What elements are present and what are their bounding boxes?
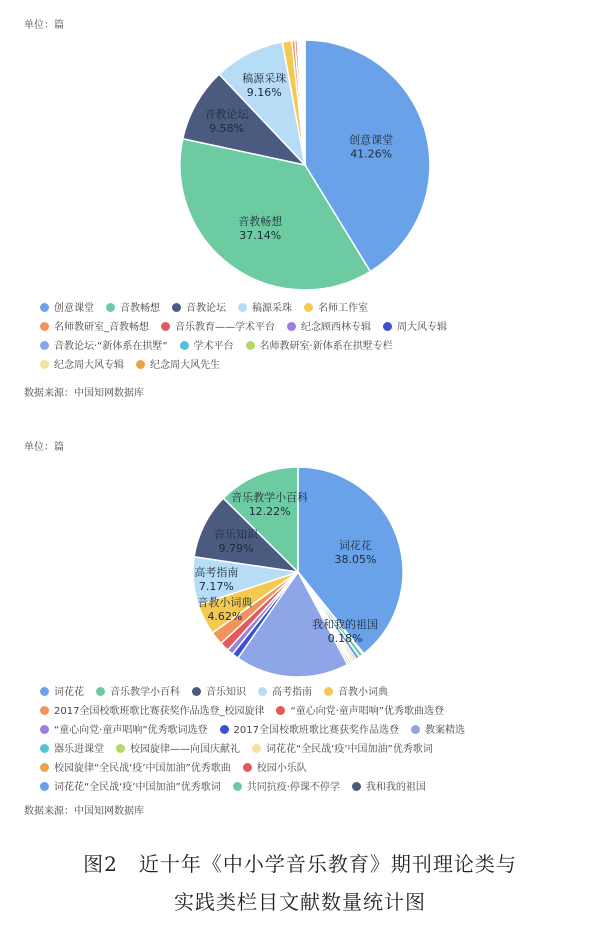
legend-2 (40, 684, 585, 798)
legend-label: 名师工作室 (318, 303, 368, 314)
legend-swatch (40, 725, 49, 734)
unit-label: 单位：篇 (24, 20, 64, 31)
legend-swatch (40, 360, 49, 369)
chart-2 (0, 430, 600, 817)
slice-name-label: 音乐教学小百科 (231, 491, 309, 505)
legend-label: 音乐知识 (206, 687, 246, 698)
legend-item (243, 760, 307, 778)
legend-swatch (116, 744, 125, 753)
legend-item (233, 779, 340, 797)
legend-label: 周大风专辑 (397, 322, 447, 333)
legend-label: 创意课堂 (54, 303, 94, 314)
legend-label: 音乐教学小百科 (110, 687, 180, 698)
legend-label: 器乐进课堂 (54, 744, 104, 755)
legend-item (40, 741, 104, 759)
legend-item (40, 760, 231, 778)
slice-percent-label: 9.58% (209, 121, 245, 135)
legend-swatch (276, 706, 285, 715)
legend-item (324, 684, 388, 702)
legend-label: 2017全国校歌班歌比赛获奖作品选登_校园旋律 (54, 706, 265, 717)
slice-name-label: 我和我的祖国 (312, 618, 379, 632)
legend-label: 校园旋律——向国庆献礼 (130, 744, 240, 755)
slice-name-label: 音教小词典 (197, 595, 253, 609)
legend-item (383, 319, 447, 337)
legend-item (161, 319, 275, 337)
legend-row (40, 722, 585, 741)
legend-swatch (258, 687, 267, 696)
legend-swatch (220, 725, 229, 734)
chart-1 (0, 0, 600, 410)
slice-name-label: 高考指南 (194, 566, 239, 580)
legend-swatch (40, 341, 49, 350)
pie-chart-2 (180, 460, 420, 690)
legend-item (246, 338, 393, 356)
legend-label: 教案精选 (425, 725, 465, 736)
legend-label: 共同抗疫·停课不停学 (246, 782, 340, 793)
legend-item (304, 300, 368, 318)
slice-percent-label: 9.79% (218, 542, 254, 556)
legend-item (136, 357, 220, 375)
slice-percent-label: 12.22% (248, 505, 291, 519)
legend-item (40, 722, 208, 740)
legend-swatch (40, 782, 49, 791)
legend-swatch (40, 322, 49, 331)
slice-percent-label: 7.17% (198, 580, 234, 594)
legend-swatch (252, 744, 261, 753)
legend-label: 纪念周大风先生 (150, 360, 220, 371)
legend-swatch (243, 763, 252, 772)
slice-percent-label: 9.16% (246, 85, 282, 99)
legend-swatch (40, 763, 49, 772)
legend-swatch (172, 303, 181, 312)
legend-item (238, 300, 292, 318)
legend-swatch (136, 360, 145, 369)
legend-label: 音教畅想 (120, 303, 160, 314)
legend-swatch (383, 322, 392, 331)
unit-label: 单位：篇 (24, 442, 64, 453)
legend-item (287, 319, 371, 337)
slice-name-label: 音教论坛 (204, 107, 249, 121)
legend-item (40, 779, 221, 797)
legend-row (40, 684, 585, 703)
legend-item (40, 319, 149, 337)
legend-item (40, 684, 84, 702)
legend-swatch (106, 303, 115, 312)
legend-label: 我和我的祖国 (365, 782, 426, 793)
slice-name-label: 创意课堂 (349, 133, 394, 147)
legend-label: “童心向党·童声唱响”优秀歌词选登 (54, 725, 208, 736)
data-source: 数据来源：中国知网数据库 (24, 806, 144, 817)
legend-label: 词花花“全民战‘疫’中国加油”优秀歌词 (54, 782, 221, 793)
legend-label: 音教论坛 (186, 303, 226, 314)
legend-row (40, 779, 585, 798)
legend-label: “童心向党·童声唱响”优秀歌曲选登 (290, 706, 444, 717)
pie-chart-1 (160, 30, 450, 300)
legend-item (180, 338, 234, 356)
legend-item (220, 722, 399, 740)
legend-swatch (180, 341, 189, 350)
legend-row (40, 319, 585, 338)
legend-label: 名师教研室_音教畅想 (54, 322, 149, 333)
legend-swatch (411, 725, 420, 734)
slice-percent-label: 38.05% (334, 552, 377, 566)
legend-item (40, 338, 168, 356)
legend-label: 词花花 (54, 687, 84, 698)
legend-item (96, 684, 180, 702)
legend-item (172, 300, 226, 318)
slice-name-label: 词花花 (338, 538, 372, 552)
slice-name-label: 稿源采珠 (242, 71, 287, 85)
legend-swatch (352, 782, 361, 791)
legend-swatch (96, 687, 105, 696)
legend-label: 校园旋律“全民战‘疫’中国加油”优秀歌曲 (54, 763, 231, 774)
legend-item (276, 703, 444, 721)
legend-item (40, 703, 264, 721)
legend-item (40, 357, 124, 375)
data-source: 数据来源：中国知网数据库 (24, 388, 144, 399)
legend-row (40, 741, 585, 760)
legend-swatch (287, 322, 296, 331)
slice-percent-label: 41.26% (350, 147, 393, 161)
legend-label: 音教论坛·“新体系在拱墅” (54, 341, 168, 352)
legend-label: 纪念周大风专辑 (54, 360, 124, 371)
figure-caption-line-2: 实践类栏目文献数量统计图 (174, 890, 426, 914)
legend-swatch (161, 322, 170, 331)
legend-label: 校园小乐队 (256, 763, 307, 774)
legend-label: 词花花“全民战‘疫’中国加油”优秀歌词 (266, 744, 433, 755)
legend-swatch (233, 782, 242, 791)
legend-swatch (40, 706, 49, 715)
slice-name-label: 音教畅想 (238, 215, 283, 229)
slice-percent-label: 4.62% (207, 609, 243, 623)
legend-label: 音教小词典 (338, 687, 388, 698)
slice-name-label: 音乐知识 (213, 528, 258, 542)
legend-label: 稿源采珠 (252, 303, 292, 314)
legend-item (352, 779, 426, 797)
pie-slice (304, 40, 305, 165)
legend-swatch (246, 341, 255, 350)
figure-caption-line-1: 图2 近十年《中小学音乐教育》期刊理论类与 (83, 852, 517, 876)
legend-row (40, 703, 585, 722)
slice-percent-label: 37.14% (239, 229, 282, 243)
legend-label: 2017全国校歌班歌比赛获奖作品选登 (233, 725, 399, 736)
legend-label: 纪念顾西林专辑 (301, 322, 371, 333)
legend-item (258, 684, 312, 702)
legend-row (40, 300, 585, 319)
legend-row (40, 760, 585, 779)
legend-swatch (192, 687, 201, 696)
legend-label: 高考指南 (272, 687, 312, 698)
legend-swatch (40, 687, 49, 696)
legend-label: 名师教研室·新体系在拱墅专栏 (259, 341, 393, 352)
legend-item (252, 741, 433, 759)
legend-swatch (324, 687, 333, 696)
legend-item (106, 300, 160, 318)
legend-label: 学术平台 (193, 341, 234, 352)
legend-swatch (304, 303, 313, 312)
slice-percent-label: 0.18% (327, 632, 363, 646)
legend-item (411, 722, 465, 740)
legend-swatch (40, 303, 49, 312)
legend-label: 音乐教育——学术平台 (175, 322, 275, 333)
legend-swatch (40, 744, 49, 753)
legend-item (40, 300, 94, 318)
legend-row (40, 338, 585, 357)
legend-item (192, 684, 246, 702)
legend-1 (40, 300, 585, 376)
legend-item (116, 741, 240, 759)
legend-row (40, 357, 585, 376)
legend-swatch (238, 303, 247, 312)
